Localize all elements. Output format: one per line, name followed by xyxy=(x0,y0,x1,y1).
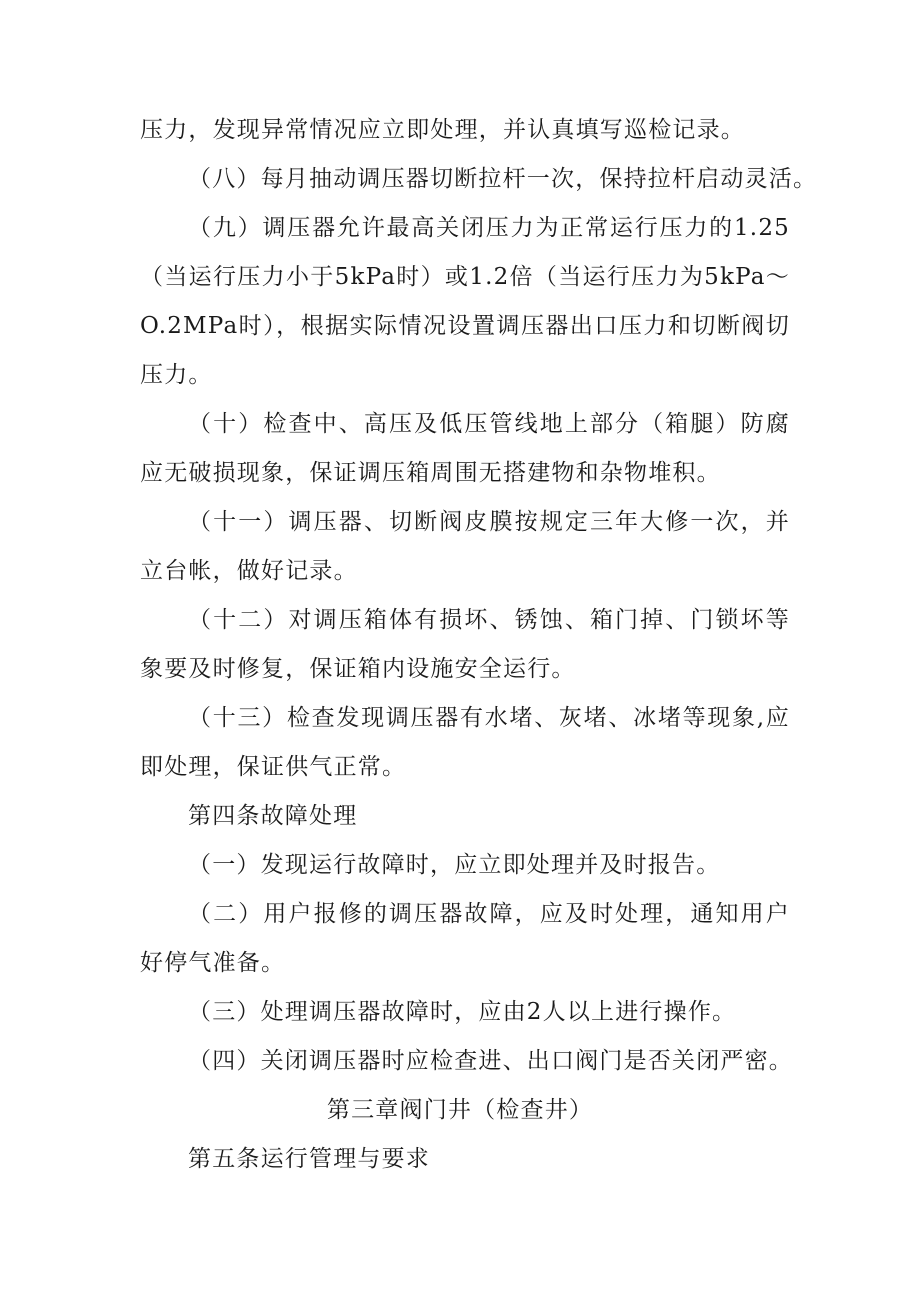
paragraph-line: （当运行压力小于5kPa时）或1.2倍（当运行压力为5kPa～ xyxy=(140,264,790,290)
paragraph-line: （一）发现运行故障时，应立即处理并及时报告。 xyxy=(188,852,721,878)
paragraph-line: （十）检查中、高压及低压管线地上部分（箱腿）防腐 xyxy=(188,411,790,437)
paragraph-line: 象要及时修复，保证箱内设施安全运行。 xyxy=(140,656,576,682)
paragraph-line: 好停气准备。 xyxy=(140,950,286,976)
chapter-heading: 第三章阀门井（检查井） xyxy=(326,1097,594,1123)
paragraph-line: （二）用户报修的调压器故障，应及时处理，通知用户 xyxy=(188,901,790,927)
paragraph-line: 压力。 xyxy=(140,362,213,388)
paragraph-line: 应无破损现象，保证调压箱周围无搭建物和杂物堆积。 xyxy=(140,460,721,486)
paragraph-line: （九）调压器允许最高关闭压力为正常运行压力的1.25 xyxy=(188,215,790,241)
paragraph-line: （十二）对调压箱体有损坏、锈蚀、箱门掉、门锁坏等 xyxy=(188,607,790,633)
paragraph-line: （三）处理调压器故障时，应由2人以上进行操作。 xyxy=(188,999,737,1025)
paragraph-line: （十三）检查发现调压器有水堵、灰堵、冰堵等现象,应 xyxy=(188,705,790,731)
section-heading: 第四条故障处理 xyxy=(188,803,358,829)
section-heading: 第五条运行管理与要求 xyxy=(188,1146,430,1172)
paragraph-line: （四）关闭调压器时应检查进、出口阀门是否关闭严密。 xyxy=(188,1048,793,1074)
paragraph-line: （八）每月抽动调压器切断拉杆一次，保持拉杆启动灵活。 xyxy=(188,166,818,192)
paragraph-line: 即处理，保证供气正常。 xyxy=(140,754,407,780)
paragraph-line: 压力，发现异常情况应立即处理，并认真填写巡检记录。 xyxy=(140,117,745,143)
paragraph-line: （十一）调压器、切断阀皮膜按规定三年大修一次，并 xyxy=(188,509,790,535)
paragraph-line: O.2MPa时），根据实际情况设置调压器出口压力和切断阀切 xyxy=(140,313,790,339)
paragraph-line: 立台帐，做好记录。 xyxy=(140,558,358,584)
